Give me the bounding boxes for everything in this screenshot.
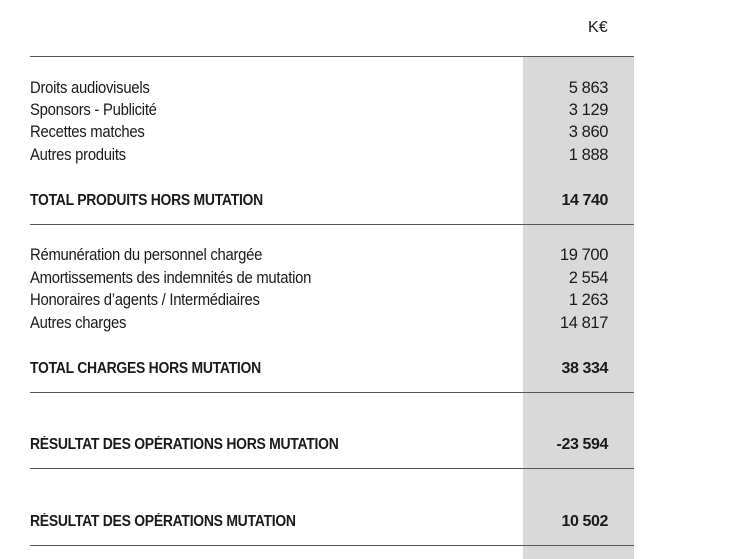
row-label: Sponsors - Publicité	[30, 100, 157, 119]
row-value: 19 700	[559, 245, 608, 264]
row-value: 3 129	[568, 100, 608, 119]
total-charges-row	[30, 358, 608, 380]
unit-header: K€	[588, 19, 608, 36]
row-value: 5 863	[568, 78, 608, 97]
row-label: Droits audiovisuels	[30, 78, 150, 97]
row-label: Autres produits	[30, 145, 126, 164]
row-label: Autres charges	[30, 313, 127, 332]
table-row-remuneration-personnel	[30, 244, 608, 266]
total-charges-value: 38 334	[561, 360, 608, 377]
total-produits-row	[30, 190, 608, 212]
row-value: 14 817	[559, 313, 608, 332]
table-row-droits-audiovisuels	[30, 77, 608, 99]
table-row-autres-charges	[30, 312, 608, 334]
table-row-recettes-matches	[30, 121, 608, 143]
table-row-autres-produits	[30, 144, 608, 166]
resultat-mutation-label: RÉSULTAT DES OPÉRATIONS MUTATION	[30, 513, 296, 530]
table-row-amortissements-indemnites	[30, 267, 608, 289]
total-produits-label: TOTAL PRODUITS HORS MUTATION	[30, 192, 263, 209]
total-produits-value: 14 740	[561, 192, 608, 209]
divider-top	[30, 56, 634, 57]
row-label: Recettes matches	[30, 122, 145, 141]
resultat-mutation-value: 10 502	[561, 513, 608, 530]
row-value: 1 888	[568, 145, 608, 164]
row-value: 3 860	[568, 122, 608, 141]
resultat-hors-mutation-row	[30, 434, 608, 456]
table-row-sponsors-publicite	[30, 99, 608, 121]
divider-after-produits	[30, 224, 634, 225]
divider-after-resultat-hors-mutation	[30, 468, 634, 469]
divider-bottom	[30, 545, 634, 546]
row-value: 2 554	[568, 268, 608, 287]
divider-after-charges	[30, 392, 634, 393]
row-label: Amortissements des indemnités de mutation	[30, 268, 312, 287]
table-row-honoraires-agents	[30, 289, 608, 311]
resultat-hors-mutation-label: RÉSULTAT DES OPÉRATIONS HORS MUTATION	[30, 436, 339, 453]
resultat-hors-mutation-value: -23 594	[556, 436, 608, 453]
total-charges-label: TOTAL CHARGES HORS MUTATION	[30, 360, 261, 377]
resultat-mutation-row	[30, 511, 608, 533]
row-label: Rémunération du personnel chargée	[30, 245, 263, 264]
row-value: 1 263	[568, 290, 608, 309]
row-label: Honoraires d’agents / Intermédiaires	[30, 290, 260, 309]
